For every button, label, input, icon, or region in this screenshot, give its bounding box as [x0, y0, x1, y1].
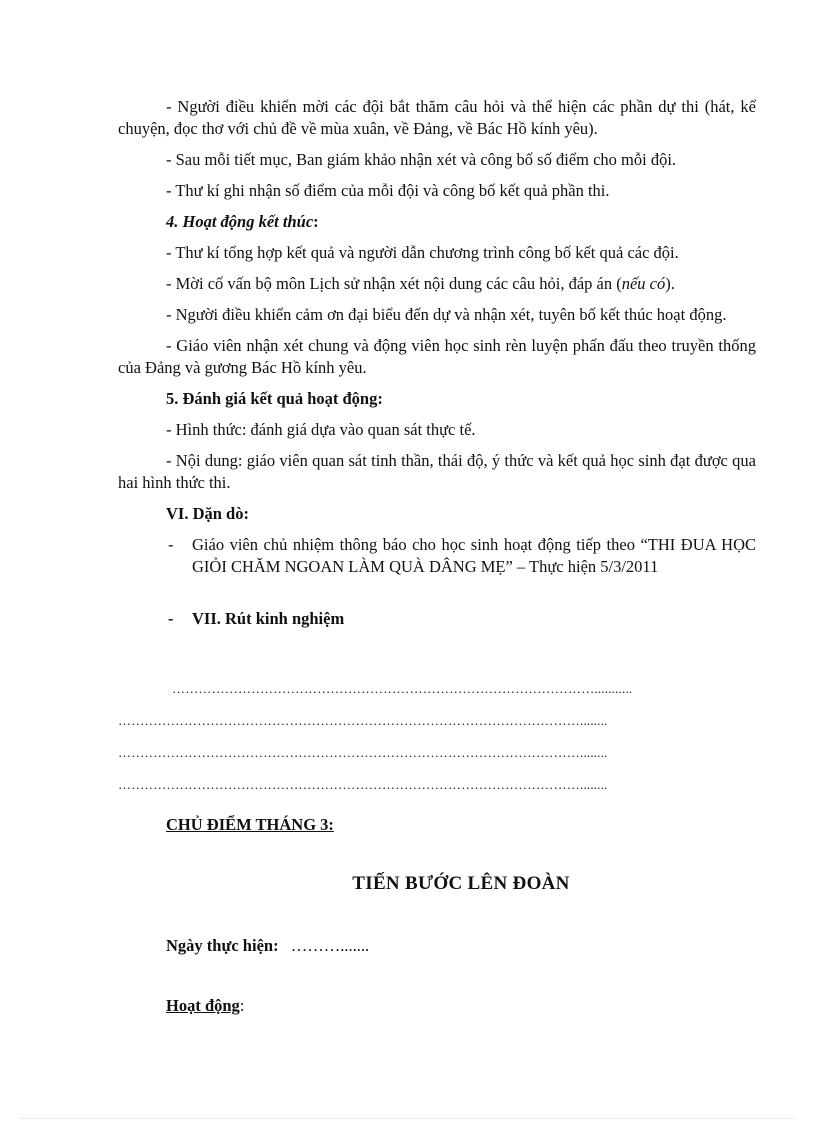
activity-label: Hoạt động — [166, 996, 240, 1015]
theme-title: TIẾN BƯỚC LÊN ĐOÀN — [352, 873, 570, 894]
heading-5: 5. Đánh giá kết quả hoạt động: — [166, 389, 383, 408]
paragraph: - Người điều khiển mời các đội bắt thăm câu hỏi và thể hiện các phần dự thi (hát, kể chuyện, đọc thơ với chủ đề về mùa xuân, về Đảng, về Bác Hồ kính yêu). — [118, 97, 756, 138]
dotted-line: ……………………………………………………………………………………........... — [172, 681, 633, 696]
date-value: ………....... — [290, 936, 370, 955]
paragraph-text: - Mời cố vấn bộ môn Lịch sử nhận xét nội dung các câu hỏi, đáp án ( — [166, 274, 622, 293]
list-item-text: Giáo viên chủ nhiệm thông báo cho học sinh hoạt động tiếp theo “THI ĐUA HỌC GIỎI CHĂM NGOAN LÀM QUÀ DÂNG MẸ” – Thực hiện 5/3/2011 — [192, 535, 756, 576]
month-label: CHỦ ĐIỂM THÁNG 3: — [166, 815, 334, 834]
heading-4-suffix: : — [313, 212, 319, 231]
dotted-line: ……………………………………………………………………………………………........ — [118, 777, 608, 792]
activity-row — [118, 995, 756, 1017]
dotted-line: ……………………………………………………………………………………………........ — [118, 745, 608, 760]
paragraph: - Thư kí tổng hợp kết quả và người dẫn chương trình công bố kết quả các đội. — [166, 243, 679, 262]
paragraph-italic: nếu có — [621, 274, 666, 293]
heading-7 — [118, 608, 756, 630]
date-row — [118, 935, 756, 957]
heading-6: VI. Dặn dò: — [166, 504, 249, 523]
date-label: Ngày thực hiện: — [166, 936, 279, 955]
paragraph: - Giáo viên nhận xét chung và động viên học sinh rèn luyện phấn đấu theo truyền thống của Đảng và gương Bác Hồ kính yêu. — [118, 336, 756, 377]
bullet: - — [168, 609, 174, 628]
paragraph — [118, 273, 756, 295]
list-item — [118, 534, 756, 578]
body-text — [118, 96, 756, 639]
paragraph: - Nội dung: giáo viên quan sát tinh thần, thái độ, ý thức và kết quả học sinh đạt được qua hai hình thức thi. — [118, 451, 756, 492]
page-edge — [20, 1118, 796, 1119]
heading-7-text: VII. Rút kinh nghiệm — [192, 609, 345, 628]
month-label-row — [118, 814, 756, 836]
heading-4 — [118, 211, 756, 233]
activity-suffix: : — [239, 996, 245, 1015]
paragraph: - Người điều khiển cảm ơn đại biểu đến dự và nhận xét, tuyên bố kết thúc hoạt động. — [166, 305, 727, 324]
heading-4-text: 4. Hoạt động kết thúc — [166, 212, 314, 231]
bullet: - — [168, 535, 174, 554]
paragraph: - Thư kí ghi nhận số điểm của mỗi đội và công bố kết quả phần thi. — [166, 181, 610, 200]
paragraph: - Hình thức: đánh giá dựa vào quan sát thực tế. — [166, 420, 476, 439]
dotted-line: ……………………………………………………………………………………………........ — [118, 713, 608, 728]
paragraph-text: ). — [665, 274, 675, 293]
paragraph: - Sau mỗi tiết mục, Ban giám khảo nhận xét và công bố số điểm cho mỗi đội. — [166, 150, 677, 169]
